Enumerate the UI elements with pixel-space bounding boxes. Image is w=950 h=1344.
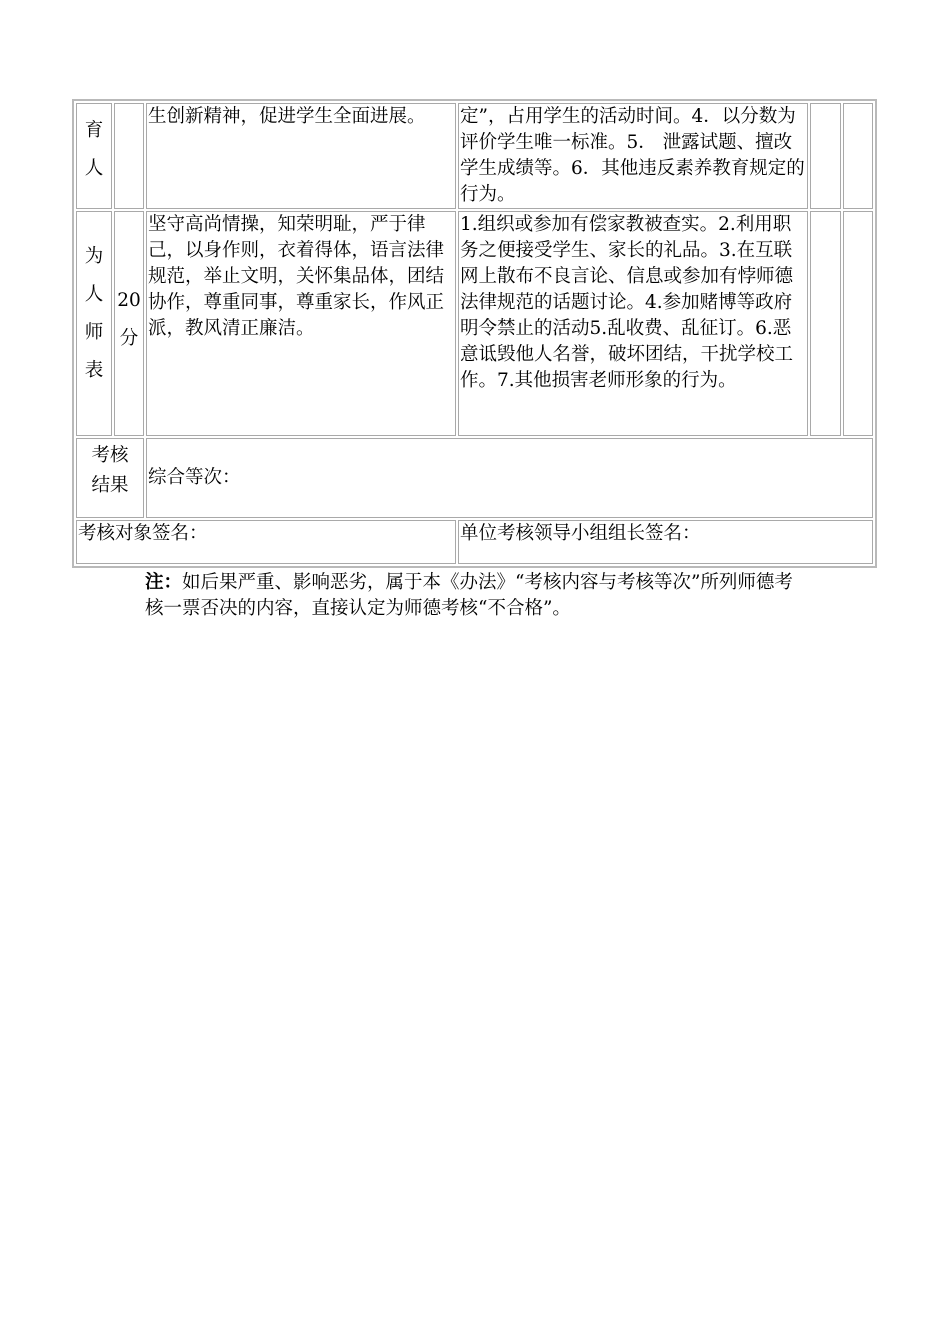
- evaluation-form: [72, 99, 877, 568]
- table-row: [76, 103, 873, 209]
- leader-signature-cell: 单位考核领导小组组长签名：: [458, 520, 873, 564]
- result-label-line: 结果: [91, 475, 129, 496]
- category-char: 表: [84, 360, 104, 381]
- empty-cell: [843, 211, 873, 436]
- signature-row: [76, 520, 873, 564]
- category-cell: [76, 211, 112, 436]
- violations-cell: 定”，占用学生的活动时间。4．以分数为评价学生唯一标准。5． 泄露试题、擅改学生成绩等。6．其他违反素养教育规定的行为。: [458, 103, 808, 209]
- category-char: 育: [84, 120, 104, 141]
- empty-cell: [810, 211, 841, 436]
- requirement-cell: 生创新精神，促进学生全面进展。: [146, 103, 456, 209]
- category-char: 人: [84, 284, 104, 305]
- category-char: 师: [84, 322, 104, 343]
- category-cell: [76, 103, 112, 209]
- result-row: [76, 438, 873, 518]
- score-cell: [114, 103, 144, 209]
- footnote: [145, 570, 805, 622]
- violations-cell: 1.组织或参加有偿家教被查实。2.利用职务之便接受学生、家长的礼品。3.在互联网上散布不良言论、信息或参加有悖师德法律规范的话题讨论。4.参加赌博等政府明令禁止的活动5.乱收费、乱征订。6.恶意诋毁他人名誉，破坏团结，干扰学校工作。7.其他损害老师形象的行为。: [458, 211, 808, 436]
- empty-cell: [843, 103, 873, 209]
- subject-signature-cell: 考核对象签名：: [76, 520, 456, 564]
- score-value: 20: [117, 290, 141, 311]
- footnote-prefix: 注：: [145, 572, 183, 593]
- result-content-cell: 综合等次：: [146, 438, 873, 518]
- score-cell: [114, 211, 144, 436]
- score-unit: 分: [119, 328, 139, 349]
- result-label-cell: [76, 438, 144, 518]
- result-label-line: 考核: [91, 445, 129, 466]
- evaluation-table: [72, 99, 877, 568]
- footnote-text: 如后果严重、影响恶劣，属于本《办法》“考核内容与考核等次”所列师德考核一票否决的内容，直接认定为师德考核“不合格”。: [145, 572, 793, 619]
- requirement-cell: 坚守高尚情操，知荣明耻，严于律己，以身作则，衣着得体，语言法律规范，举止文明，关怀集品体，团结协作，尊重同事，尊重家长，作风正派，教风清正廉洁。: [146, 211, 456, 436]
- category-char: 人: [84, 158, 104, 179]
- category-char: 为: [84, 246, 104, 267]
- empty-cell: [810, 103, 841, 209]
- table-row: [76, 211, 873, 436]
